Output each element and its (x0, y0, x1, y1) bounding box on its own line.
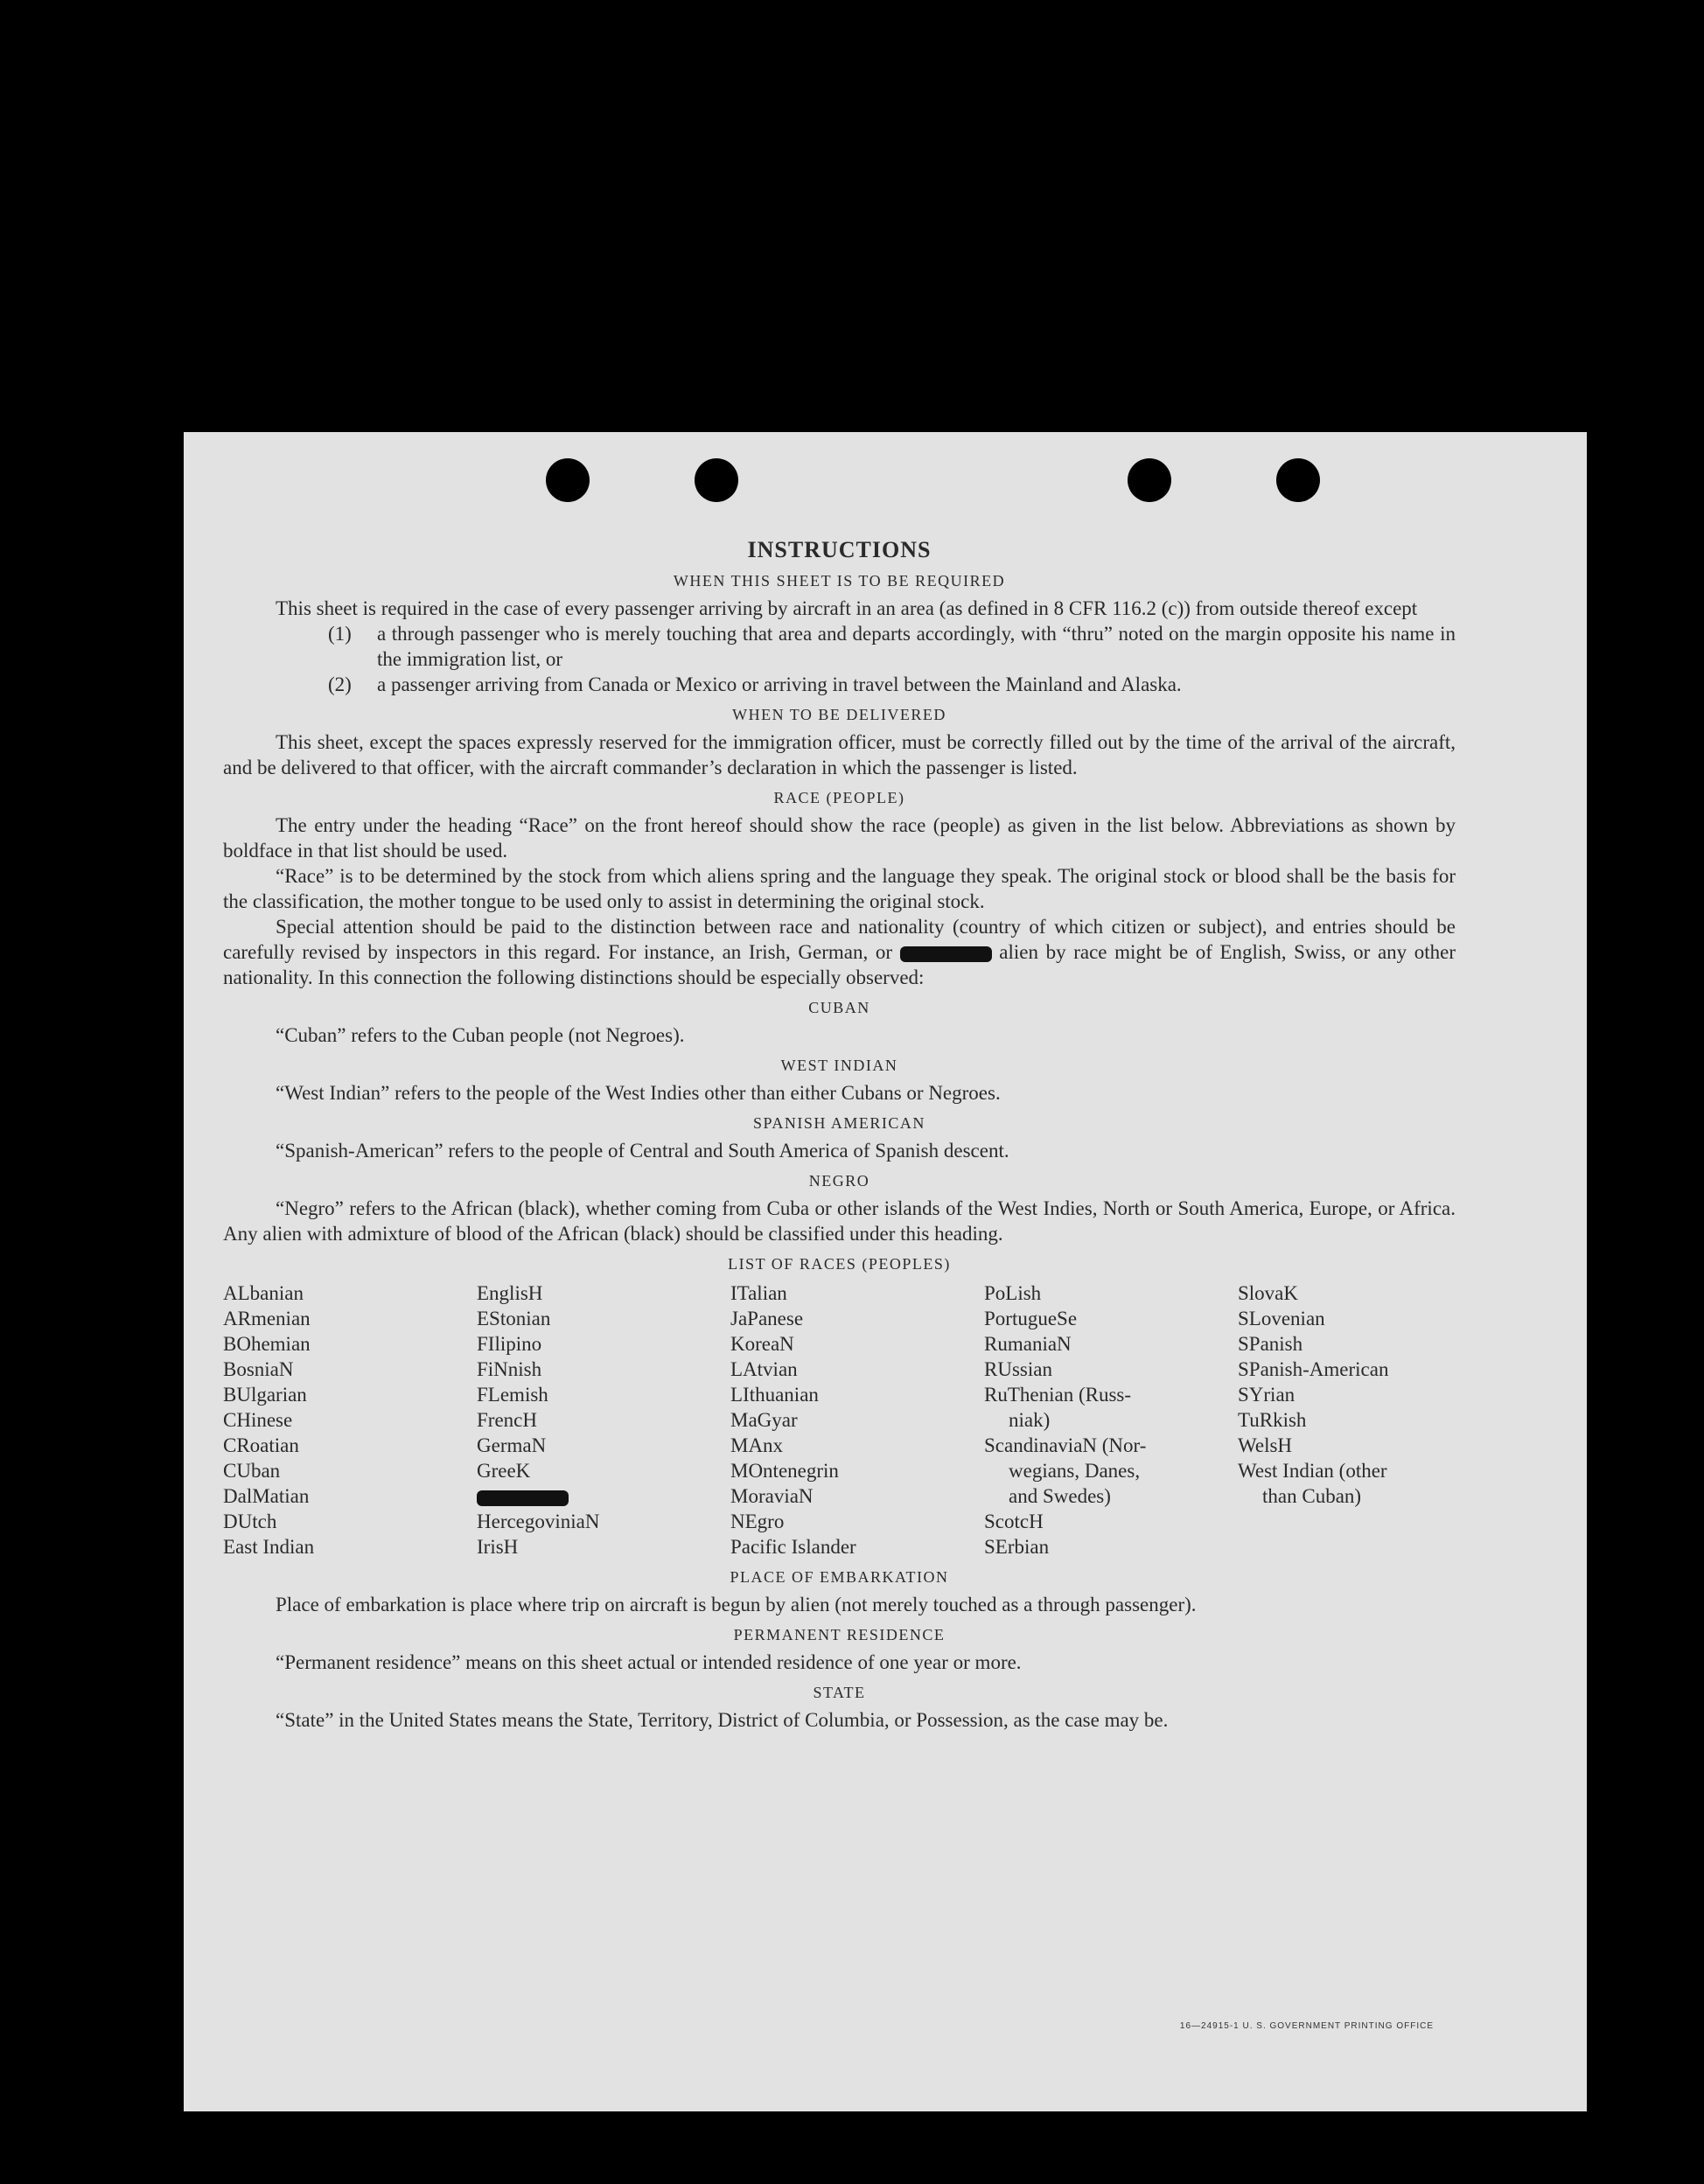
races-column-2 (477, 1280, 730, 1560)
race-entry: GreeK (477, 1460, 531, 1482)
race-entry: FLemish (477, 1384, 548, 1406)
race-entry: West Indian (other (1238, 1460, 1387, 1482)
heading-required: WHEN THIS SHEET IS TO BE REQUIRED (673, 572, 1006, 590)
residence-text: “Permanent residence” means on this sheet actual or intended residence of one year or more. (276, 1651, 1022, 1673)
race-entry: ITalian (730, 1282, 787, 1304)
west-indian-text: “West Indian” refers to the people of the West Indies other than either Cubans or Negroes. (276, 1082, 1001, 1104)
race-entry-continued: niak) (1009, 1409, 1051, 1431)
exception-number: (2) (328, 673, 352, 695)
race-entry: KoreaN (730, 1333, 794, 1355)
race-entry: NEgro (730, 1511, 785, 1532)
races-column-5 (1238, 1280, 1500, 1560)
punch-hole (546, 458, 590, 502)
race-entry: BUlgarian (223, 1384, 307, 1406)
race-entry: MAnx (730, 1434, 784, 1456)
race-entry: EnglisH (477, 1282, 543, 1304)
heading-state: STATE (813, 1684, 866, 1701)
race-entry: ALbanian (223, 1282, 304, 1304)
heading-embarkation: PLACE OF EMBARKATION (730, 1568, 949, 1586)
race-paragraph-3b: alien by race might be of English, Swiss, or any other nationality. In this connection the following distinctions should be especially observed: (223, 941, 1456, 988)
race-paragraph-1: The entry under the heading “Race” on the front hereof should show the race (people) as given in the list below. Abbreviations as shown by boldface in that list should be used. (223, 814, 1456, 862)
cuban-text: “Cuban” refers to the Cuban people (not Negroes). (276, 1024, 685, 1046)
race-entry: CUban (223, 1460, 281, 1482)
race-entry-redacted (477, 1483, 730, 1509)
race-entry: SPanish-American (1238, 1358, 1389, 1380)
race-entry: GermaN (477, 1434, 547, 1456)
race-entry: ScotcH (984, 1511, 1044, 1532)
race-entry: Pacific Islander (730, 1536, 856, 1558)
race-entry: LAtvian (730, 1358, 798, 1380)
race-entry: PortugueSe (984, 1308, 1078, 1329)
negro-text: “Negro” refers to the African (black), whether coming from Cuba or other islands of the West Indies, North or South America, Europe, or Africa. Any alien with admixture of blood of the African (black) should be classified under this heading. (223, 1197, 1456, 1245)
race-entry: HercegoviniaN (477, 1511, 600, 1532)
race-entry: DalMatian (223, 1485, 310, 1507)
heading-race: RACE (PEOPLE) (773, 789, 905, 806)
race-entry: East Indian (223, 1536, 315, 1558)
heading-delivered: WHEN TO BE DELIVERED (732, 706, 946, 723)
exception-number: (1) (328, 623, 352, 645)
race-entry-continued: and Swedes) (1009, 1485, 1111, 1507)
race-entry: LIthuanian (730, 1384, 819, 1406)
race-entry: MOntenegrin (730, 1460, 839, 1482)
race-entry-continued: wegians, Danes, (1009, 1460, 1141, 1482)
race-entry: IrisH (477, 1536, 519, 1558)
race-entry: FIlipino (477, 1333, 542, 1355)
heading-permanent-residence: PERMANENT RESIDENCE (733, 1626, 946, 1643)
sheet-content (223, 537, 1456, 1733)
race-entry: ARmenian (223, 1308, 311, 1329)
heading-list-of-races: LIST OF RACES (PEOPLES) (728, 1255, 951, 1273)
races-column-3 (730, 1280, 984, 1560)
race-entry: PoLish (984, 1282, 1042, 1304)
race-paragraph-3a: Special attention should be paid to the distinction between race and nationality (country of which citizen or subject), and entries should be carefully revised by inspectors in this regard. For instance, an Irish, German, or (223, 916, 1456, 963)
heading-west-indian: WEST INDIAN (780, 1057, 898, 1074)
state-text: “State” in the United States means the State, Territory, District of Columbia, or Possession, as the case may be. (276, 1709, 1169, 1731)
race-entry: JaPanese (730, 1308, 804, 1329)
instruction-sheet (184, 432, 1587, 2111)
heading-cuban: CUBAN (808, 999, 870, 1016)
embarkation-text: Place of embarkation is place where trip on aircraft is begun by alien (not merely touched as a through passenger). (276, 1594, 1197, 1615)
race-paragraph-2: “Race” is to be determined by the stock from which aliens spring and the language they speak. The original stock or blood shall be the basis for the classification, the mother tongue to be used only to assist in determining the original stock. (223, 865, 1456, 912)
heading-spanish-american: SPANISH AMERICAN (753, 1114, 925, 1132)
exception-item (223, 621, 1456, 672)
race-entry: MaGyar (730, 1409, 798, 1431)
redaction-mark (477, 1490, 569, 1506)
delivered-text: This sheet, except the spaces expressly reserved for the immigration officer, must be correctly filled out by the time of the arrival of the aircraft, and be delivered to that officer, with the aircraft commander’s declaration in which the passenger is listed. (223, 731, 1456, 778)
race-entry: SYrian (1238, 1384, 1295, 1406)
race-entry: BOhemian (223, 1333, 311, 1355)
race-entry: SErbian (984, 1536, 1050, 1558)
race-entry: TuRkish (1238, 1409, 1307, 1431)
race-entry-continued: than Cuban) (1262, 1485, 1362, 1507)
spanish-american-text: “Spanish-American” refers to the people of Central and South America of Spanish descent. (276, 1140, 1009, 1162)
redaction-mark (900, 946, 992, 962)
punch-hole (1128, 458, 1171, 502)
heading-negro: NEGRO (808, 1172, 870, 1190)
race-entry: RUssian (984, 1358, 1052, 1380)
punch-hole (1276, 458, 1320, 502)
race-entry: DUtch (223, 1511, 277, 1532)
races-list (223, 1280, 1456, 1560)
printing-office-code: 16—24915-1 U. S. GOVERNMENT PRINTING OFFICE (1179, 2021, 1434, 2031)
race-entry: SPanish (1238, 1333, 1303, 1355)
race-entry: WelsH (1238, 1434, 1293, 1456)
race-entry: FiNnish (477, 1358, 542, 1380)
race-entry: EStonian (477, 1308, 551, 1329)
exception-item (223, 672, 1456, 697)
race-entry: CHinese (223, 1409, 293, 1431)
race-entry: MoraviaN (730, 1485, 814, 1507)
exception-text: a through passenger who is merely touching that area and departs accordingly, with “thru” noted on the margin opposite his name in the immigration list, or (377, 623, 1456, 670)
race-entry: SLovenian (1238, 1308, 1325, 1329)
punch-hole (695, 458, 738, 502)
race-entry: FrencH (477, 1409, 537, 1431)
exception-text: a passenger arriving from Canada or Mexico or arriving in travel between the Mainland and Alaska. (377, 673, 1182, 695)
race-entry: BosniaN (223, 1358, 294, 1380)
race-paragraph-3 (223, 914, 1456, 990)
races-column-4 (984, 1280, 1238, 1560)
race-entry: SlovaK (1238, 1282, 1298, 1304)
page-title: INSTRUCTIONS (747, 537, 932, 562)
race-entry: CRoatian (223, 1434, 299, 1456)
race-entry: RumaniaN (984, 1333, 1072, 1355)
race-entry: RuThenian (Russ- (984, 1384, 1132, 1406)
required-intro: This sheet is required in the case of every passenger arriving by aircraft in an area (as defined in 8 CFR 116.2 (c)) from outside thereof except (276, 597, 1418, 619)
races-column-1 (223, 1280, 477, 1560)
race-entry: ScandinaviaN (Nor- (984, 1434, 1147, 1456)
